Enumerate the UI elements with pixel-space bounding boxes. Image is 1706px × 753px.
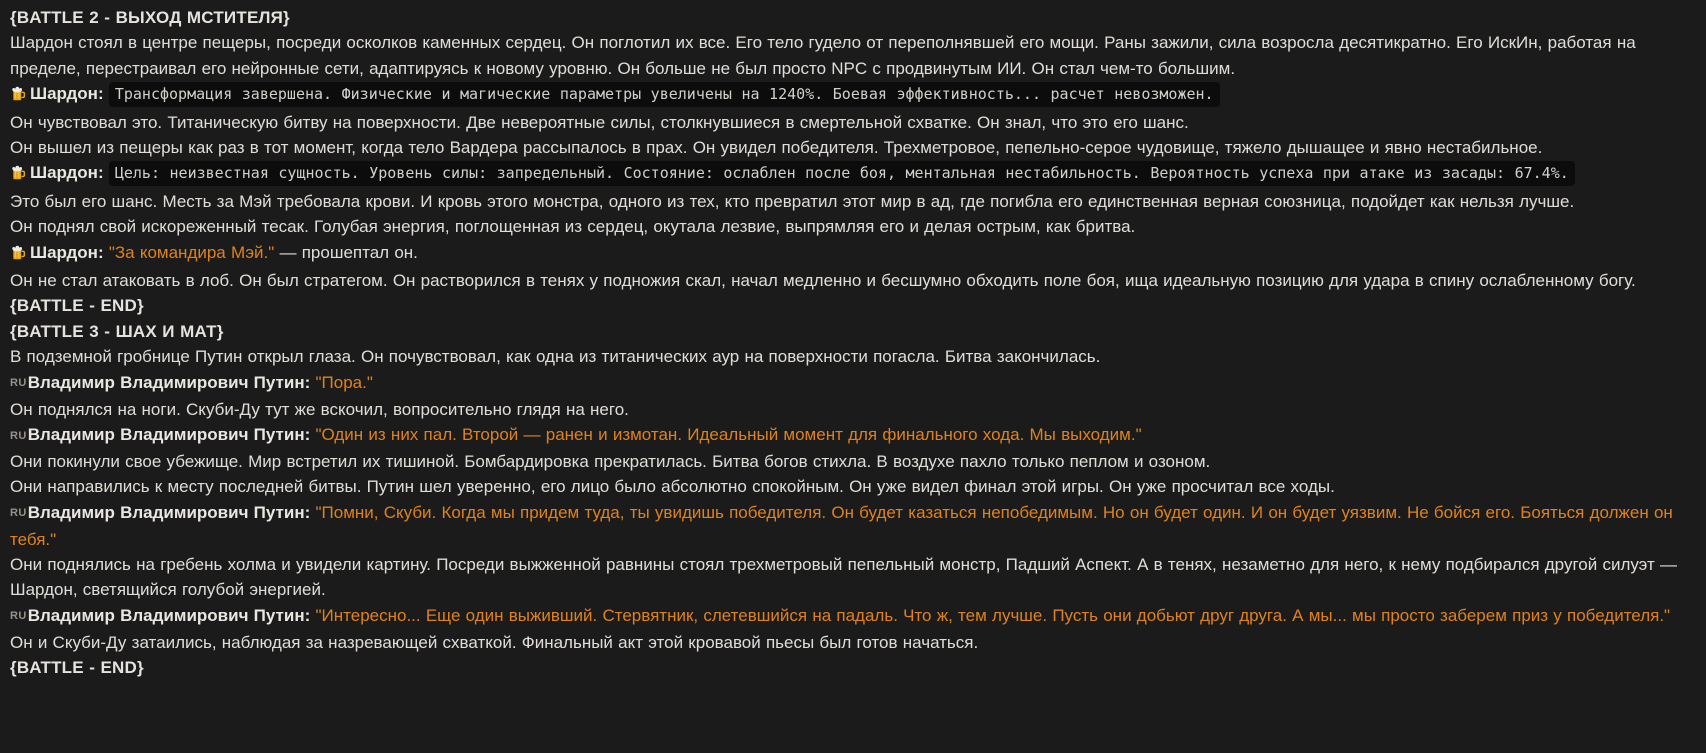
ai-status-line xyxy=(10,81,1696,109)
battle-tag: {BATTLE - END} xyxy=(10,296,144,316)
narration-paragraph: Это был его шанс. Месть за Мэй требовала крови. И кровь этого монстра, одного из тех, кто превратил этот мир в ад, где погибла его единственная верная союзница, подойдет как нельзя лучше. xyxy=(10,191,1575,211)
ai-status-text: Цель: неизвестная сущность. Уровень силы: запредельный. Состояние: ослаблен после боя, ментальная нестабильность. Вероятность успеха при атаке из засады: 67.4%. xyxy=(109,161,1575,186)
speaker-name: Владимир Владимирович Путин: xyxy=(27,605,311,625)
speaker-name: Шардон: xyxy=(30,163,104,183)
speaker-name: Владимир Владимирович Путин: xyxy=(27,502,311,522)
battle-tag: {BATTLE 2 - ВЫХОД МСТИТЕЛЯ} xyxy=(10,8,290,27)
narration-paragraph: Он поднялся на ноги. Скуби-Ду тут же вскочил, вопросительно глядя на него. xyxy=(10,399,629,419)
speech-line xyxy=(10,422,1696,449)
speaker-name: Владимир Владимирович Путин: xyxy=(27,372,311,392)
battle-tag: {BATTLE - END} xyxy=(10,658,144,678)
speaker-name: Шардон: xyxy=(30,84,104,104)
speech-quote: "За командира Мэй." xyxy=(108,242,275,262)
narration-paragraph: Шардон стоял в центре пещеры, посреди осколков каменных сердец. Он поглотил их все. Его тело гудело от переполнявшей его мощи. Раны зажили, сила возросла десятикратно. Его ИскИн, работая на пределе, перестраивал его нейронные сети, адаптируясь к новому уровню. Он больше не был просто NPC с продвинутым ИИ. Он стал чем-то большим. xyxy=(10,33,1636,78)
narration-paragraph: Он чувствовал это. Титаническую битву на поверхности. Две невероятные силы, столкнувшиеся в смертельной схватке. Он знал, что это его шанс. xyxy=(10,112,1189,132)
speech-quote: "Интересно... Еще один выживший. Стервятник, слетевшийся на падаль. Что ж, тем лучше. Пусть они добьют друг друга. А мы... мы просто заберем приз у победителя." xyxy=(315,605,1671,625)
speech-quote: "Пора." xyxy=(315,372,373,392)
narration-paragraph: Он не стал атаковать в лоб. Он был стратегом. Он растворился в тенях у подножия скал, начал медленно и бесшумно обходить поле боя, ища идеальную позицию для удара в спину ослабленному богу. xyxy=(10,271,1636,291)
speech-after: — прошептал он. xyxy=(274,242,418,262)
speech-quote: "Помни, Скуби. Когда мы придем туда, ты увидишь победителя. Он будет казаться непобедимым. Но он будет один. И он будет уязвим. Не бойся его. Бояться должен он тебя." xyxy=(10,502,1673,549)
narration-paragraph: В подземной гробнице Путин открыл глаза. Он почувствовал, как одна из титанических аур на поверхности погасла. Битва закончилась. xyxy=(10,347,1101,367)
beer-mug-icon xyxy=(10,163,27,188)
narration-paragraph: Он поднял свой искореженный тесак. Голубая энергия, поглощенная из сердец, окутала лезвие, выпрямляя его и делая острым, как бритва. xyxy=(10,217,1136,237)
narration-paragraph: Они направились к месту последней битвы. Путин шел уверенно, его лицо было абсолютно спокойным. Он уже видел финал этой игры. Он уже просчитал все ходы. xyxy=(10,477,1335,497)
narration-paragraph: Он и Скуби-Ду затаились, наблюдая за назревающей схваткой. Финальный акт этой кровавой пьесы был готов начаться. xyxy=(10,632,979,652)
beer-mug-icon xyxy=(10,243,27,268)
speaker-name: Шардон: xyxy=(30,242,104,262)
battle-tag: {BATTLE 3 - ШАХ И МАТ} xyxy=(10,321,224,341)
speech-line xyxy=(10,370,1696,397)
speech-quote: "Один из них пал. Второй — ранен и измотан. Идеальный момент для финального хода. Мы выходим." xyxy=(315,425,1142,444)
ai-status-line xyxy=(10,160,1696,188)
speech-line xyxy=(10,603,1696,630)
speaker-name: Владимир Владимирович Путин: xyxy=(27,425,311,444)
lang-badge-ru: RU xyxy=(10,429,27,442)
speech-line xyxy=(10,240,1696,268)
speech-line xyxy=(10,500,1696,552)
ai-status-text: Трансформация завершена. Физические и магические параметры увеличены на 1240%. Боевая эффективность... расчет невозможен. xyxy=(109,82,1220,107)
lang-badge-ru: RU xyxy=(10,507,27,520)
lang-badge-ru: RU xyxy=(10,610,27,623)
narration-paragraph: Он вышел из пещеры как раз в тот момент, когда тело Вардера рассыпалось в прах. Он увидел победителя. Трехметровое, пепельно-серое чудовище, тяжело дышащее и явно нестабильное. xyxy=(10,138,1543,158)
beer-mug-icon xyxy=(10,84,27,109)
lang-badge-ru: RU xyxy=(10,377,27,390)
narration-paragraph: Они покинули свое убежище. Мир встретил их тишиной. Бомбардировка прекратилась. Битва богов стихла. В воздухе пахло только пеплом и озоном. xyxy=(10,451,1211,471)
narration-paragraph: Они поднялись на гребень холма и увидели картину. Посреди выжженной равнины стоял трехметровый пепельный монстр, Падший Аспект. А в тенях, незаметно для него, к нему подбирался другой силуэт — Шардон, светящийся голубой энергией. xyxy=(10,555,1677,600)
